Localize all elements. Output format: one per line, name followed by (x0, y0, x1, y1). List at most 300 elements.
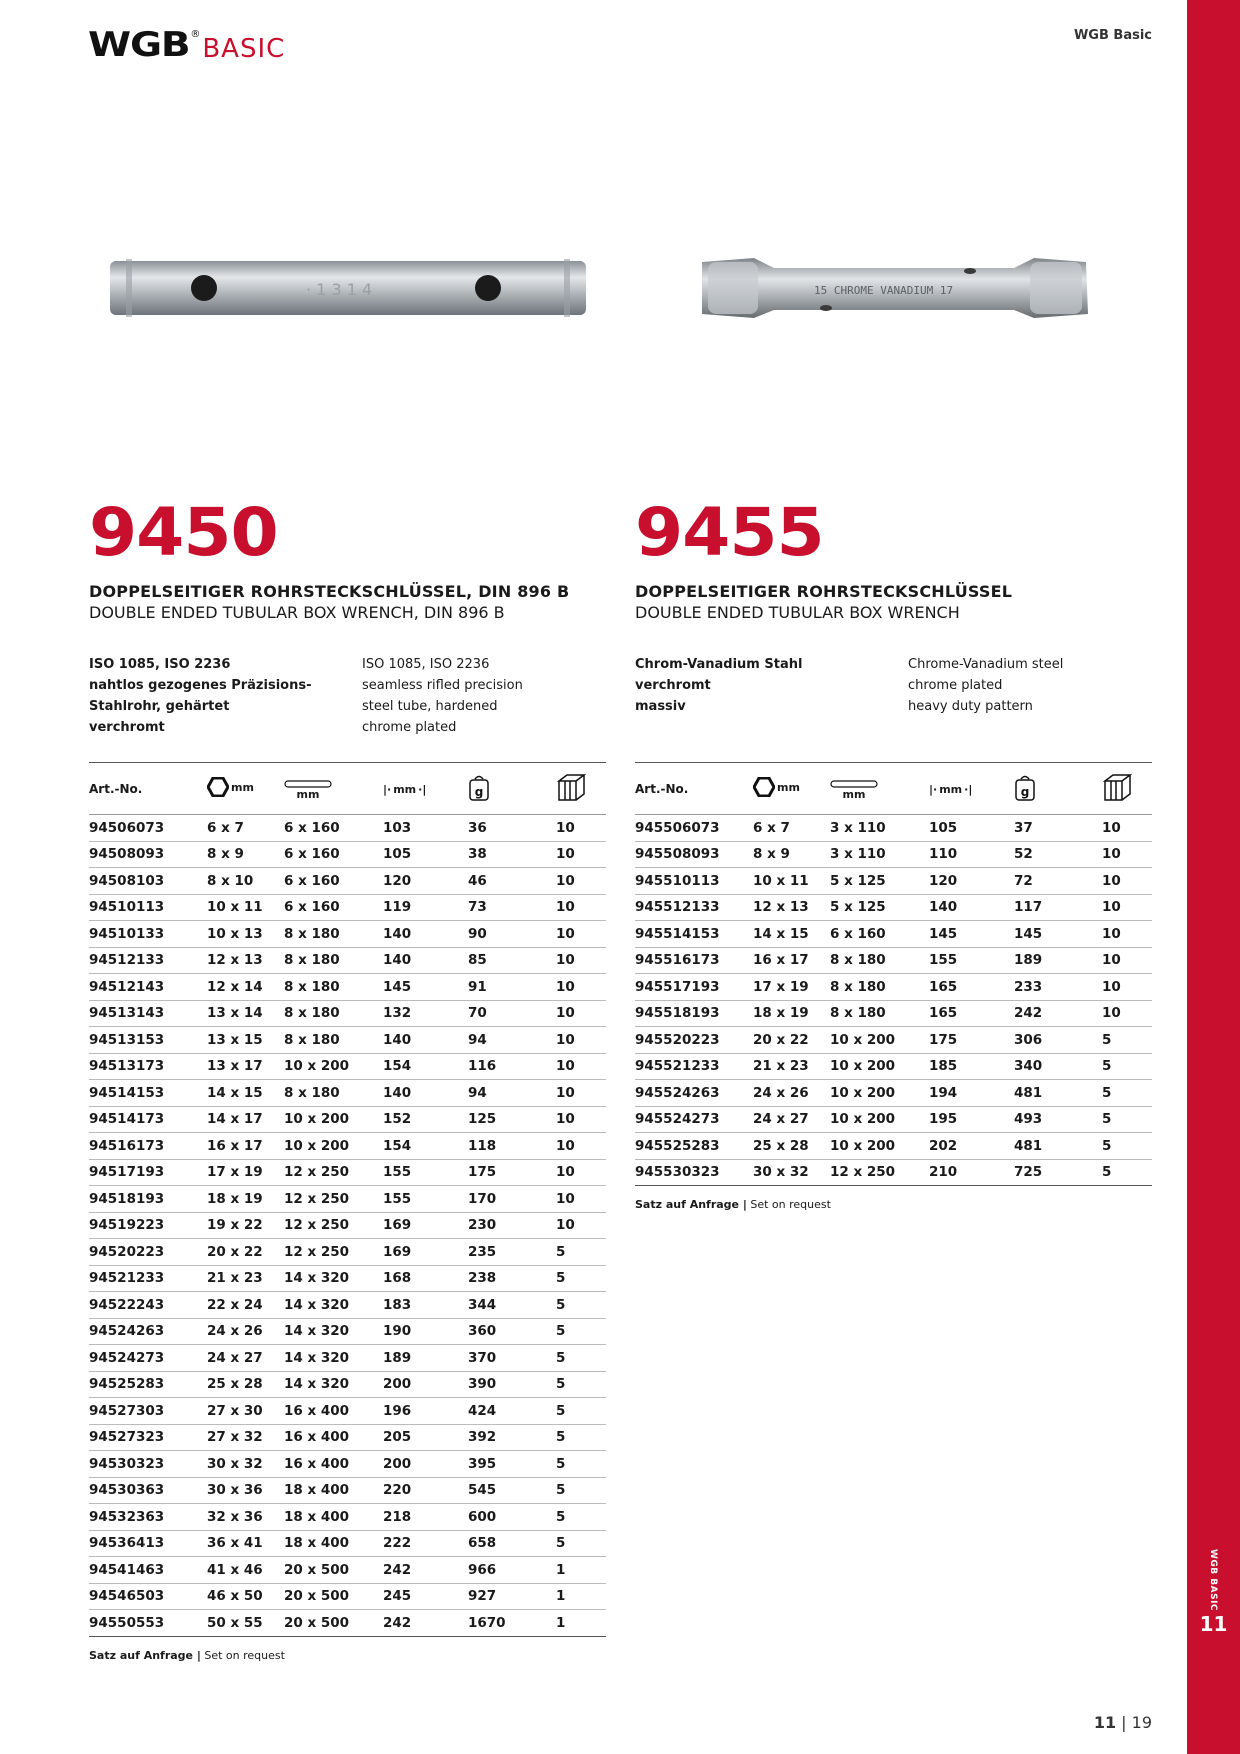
hex-size-cell: 6 x 7 (753, 819, 790, 836)
rod-size-cell: 5 x 125 (830, 872, 886, 889)
table-row (635, 1133, 1152, 1160)
length-cell: 105 (929, 819, 958, 836)
art-no-cell: 945506073 (635, 819, 720, 836)
rod-size-cell: 8 x 180 (830, 1005, 886, 1022)
table-row (89, 1159, 606, 1186)
hex-size-cell: 10 x 13 (207, 925, 263, 942)
weight-cell: 545 (468, 1482, 497, 1499)
rod-size-cell: 14 x 320 (284, 1323, 350, 1340)
art-no-cell: 94527303 (89, 1402, 165, 1419)
hex-size-cell: 12 x 14 (207, 978, 263, 995)
pack-qty-cell: 1 (556, 1588, 566, 1605)
length-cell: 155 (383, 1190, 412, 1207)
table-row (89, 1530, 606, 1557)
weight-cell: 230 (468, 1217, 497, 1234)
weight-cell: 70 (468, 1005, 487, 1022)
table-row (635, 841, 1152, 868)
pack-qty-cell: 5 (556, 1376, 566, 1393)
rod-size-cell: 10 x 200 (830, 1058, 896, 1075)
rod-size-cell: 8 x 180 (284, 1005, 340, 1022)
header-brand-label: WGB Basic (1073, 28, 1152, 43)
art-no-cell: 94521233 (89, 1270, 165, 1287)
hex-size-header (753, 777, 800, 797)
weight-cell: 658 (468, 1535, 497, 1552)
table-row (89, 1053, 606, 1080)
product-title-en: DOUBLE ENDED TUBULAR BOX WRENCH (635, 603, 960, 622)
art-no-cell: 945525283 (635, 1137, 720, 1154)
product-number: 9455 (635, 494, 824, 571)
rod-unit: mm (296, 787, 320, 801)
table-row (89, 921, 606, 948)
length-cell: 175 (929, 1031, 958, 1048)
length-cell: 168 (383, 1270, 412, 1287)
table-row (89, 1557, 606, 1584)
hex-size-cell: 18 x 19 (753, 1005, 809, 1022)
logo-wgb: WGB (88, 25, 190, 65)
rod-size-cell: 16 x 400 (284, 1455, 350, 1472)
art-no-cell: 945514153 (635, 925, 720, 942)
art-no-cell: 94530323 (89, 1455, 165, 1472)
pack-qty-cell: 10 (1102, 819, 1121, 836)
art-no-cell: 94508103 (89, 872, 165, 889)
table-row (89, 1451, 606, 1478)
length-cell: 195 (929, 1111, 958, 1128)
length-cell: 194 (929, 1084, 958, 1101)
product-title-de: DOPPELSEITIGER ROHRSTECKSCHLÜSSEL, DIN 896 B (89, 582, 570, 601)
length-cell: 155 (929, 952, 958, 969)
hex-size-cell: 14 x 15 (753, 925, 809, 942)
rod-size-cell: 6 x 160 (830, 925, 886, 942)
length-cell: 245 (383, 1588, 412, 1605)
length-cell: 165 (929, 1005, 958, 1022)
pack-qty-cell: 10 (556, 872, 575, 889)
table-row (89, 1318, 606, 1345)
length-cell: 222 (383, 1535, 412, 1552)
table-row (635, 1053, 1152, 1080)
sidebar-vertical-label: WGB BASIC (1208, 1548, 1218, 1612)
wrench-9450-image (108, 255, 588, 321)
pack-qty-cell: 10 (556, 1137, 575, 1154)
rod-size-cell: 8 x 180 (830, 952, 886, 969)
pack-qty-cell: 10 (1102, 978, 1121, 995)
length-cell: 145 (929, 925, 958, 942)
table-row (635, 1159, 1152, 1186)
hex-size-cell: 30 x 36 (207, 1482, 263, 1499)
length-cell: 145 (383, 978, 412, 995)
art-no-cell: 945508093 (635, 846, 720, 863)
table-row (89, 1345, 606, 1372)
table-row (635, 974, 1152, 1001)
art-no-cell: 94536413 (89, 1535, 165, 1552)
svg-text:· 1 3 1 4: · 1 3 1 4 (306, 280, 373, 299)
length-cell: 105 (383, 846, 412, 863)
page-separator: | (1116, 1713, 1132, 1732)
table-row (89, 974, 606, 1001)
length-cell: 132 (383, 1005, 412, 1022)
hex-size-cell: 24 x 26 (753, 1084, 809, 1101)
product-description (89, 654, 606, 738)
rod-size-cell: 12 x 250 (284, 1243, 350, 1260)
length-cell: 152 (383, 1111, 412, 1128)
pack-qty-cell: 10 (556, 1217, 575, 1234)
length-cell: 196 (383, 1402, 412, 1419)
hex-size-cell: 18 x 19 (207, 1190, 263, 1207)
hexagon-icon (207, 777, 229, 797)
hex-size-cell: 8 x 9 (753, 846, 790, 863)
table-row (635, 1000, 1152, 1027)
table-row (89, 1371, 606, 1398)
table-row (635, 1027, 1152, 1054)
weight-cell: 94 (468, 1084, 487, 1101)
product-description (635, 654, 1152, 738)
pack-qty-cell: 1 (556, 1561, 566, 1578)
art-no-cell: 94522243 (89, 1296, 165, 1313)
hex-size-cell: 16 x 17 (207, 1137, 263, 1154)
product-number: 9450 (89, 494, 278, 571)
pack-qty-cell: 10 (556, 846, 575, 863)
rod-size-header (284, 780, 332, 801)
length-cell: 140 (383, 952, 412, 969)
weight-cell: 395 (468, 1455, 497, 1472)
length-cell: 200 (383, 1455, 412, 1472)
length-cell: 119 (383, 899, 412, 916)
pack-qty-cell: 10 (556, 978, 575, 995)
art-no-cell: 945524263 (635, 1084, 720, 1101)
svg-text:g: g (474, 785, 484, 799)
rod-size-cell: 10 x 200 (284, 1137, 350, 1154)
art-no-cell: 945530323 (635, 1164, 720, 1181)
table-row (89, 947, 606, 974)
length-cell: 200 (383, 1376, 412, 1393)
weight-cell: 52 (1014, 846, 1033, 863)
pack-qty-cell: 10 (1102, 899, 1121, 916)
rod-size-cell: 18 x 400 (284, 1482, 350, 1499)
art-no-cell: 94530363 (89, 1482, 165, 1499)
art-no-cell: 945521233 (635, 1058, 720, 1075)
length-cell: 140 (383, 1031, 412, 1048)
rod-size-cell: 16 x 400 (284, 1429, 350, 1446)
hex-size-cell: 27 x 32 (207, 1429, 263, 1446)
pack-qty-cell: 10 (556, 1084, 575, 1101)
length-cell: 165 (929, 978, 958, 995)
table-row (89, 1504, 606, 1531)
weight-cell: 73 (468, 899, 487, 916)
art-no-cell: 94512143 (89, 978, 165, 995)
weight-icon (468, 773, 490, 801)
pack-qty-cell: 5 (556, 1455, 566, 1472)
pack-qty-cell: 5 (556, 1323, 566, 1340)
weight-cell: 340 (1014, 1058, 1043, 1075)
art-no-cell: 945524273 (635, 1111, 720, 1128)
hex-size-cell: 13 x 17 (207, 1058, 263, 1075)
hex-size-cell: 17 x 19 (207, 1164, 263, 1181)
table-row (89, 1080, 606, 1107)
note-en: Set on request (200, 1648, 285, 1662)
pack-qty-cell: 5 (556, 1429, 566, 1446)
rod-size-header (830, 780, 878, 801)
weight-cell: 72 (1014, 872, 1033, 889)
table-row (89, 1477, 606, 1504)
svg-text:g: g (1020, 785, 1030, 799)
art-no-cell: 94508093 (89, 846, 165, 863)
set-note (635, 1198, 1152, 1211)
art-no-cell: 94541463 (89, 1561, 165, 1578)
pack-qty-cell: 10 (1102, 952, 1121, 969)
weight-cell: 1670 (468, 1614, 506, 1631)
wrench-9455-image (694, 254, 1094, 322)
length-cell: 120 (929, 872, 958, 889)
table-row (89, 1398, 606, 1425)
art-no-cell: 94550553 (89, 1614, 165, 1631)
description-de: ISO 1085, ISO 2236 nahtlos gezogenes Präzisions- Stahlrohr, gehärtet verchromt (89, 657, 312, 735)
hex-size-header (207, 777, 254, 797)
length-unit: mm (939, 782, 963, 796)
table-row (89, 1000, 606, 1027)
length-cell: 202 (929, 1137, 958, 1154)
hex-size-cell: 50 x 55 (207, 1614, 263, 1631)
rod-size-cell: 14 x 320 (284, 1349, 350, 1366)
hexagon-icon (753, 777, 775, 797)
art-no-cell: 94513143 (89, 1005, 165, 1022)
art-no-cell: 94520223 (89, 1243, 165, 1260)
weight-cell: 360 (468, 1323, 497, 1340)
hex-size-cell: 24 x 27 (753, 1111, 809, 1128)
table-row (89, 1133, 606, 1160)
weight-cell: 242 (1014, 1005, 1043, 1022)
hex-size-cell: 8 x 9 (207, 846, 244, 863)
length-cell: 183 (383, 1296, 412, 1313)
art-no-cell: 945510113 (635, 872, 720, 889)
product-9450-section (89, 494, 606, 1662)
weight-cell: 927 (468, 1588, 497, 1605)
pack-qty-cell: 10 (1102, 925, 1121, 942)
hex-size-cell: 41 x 46 (207, 1561, 263, 1578)
hex-size-cell: 25 x 28 (207, 1376, 263, 1393)
art-no-cell: 94518193 (89, 1190, 165, 1207)
header-art-no: Art.-No. (89, 781, 143, 796)
length-cell: 218 (383, 1508, 412, 1525)
art-no-cell: 945518193 (635, 1005, 720, 1022)
rod-size-cell: 8 x 180 (284, 1031, 340, 1048)
pack-qty-cell: 10 (1102, 846, 1121, 863)
pack-qty-cell: 10 (556, 1111, 575, 1128)
length-cell: 220 (383, 1482, 412, 1499)
hex-size-cell: 13 x 14 (207, 1005, 263, 1022)
current-page: 11 (1093, 1713, 1117, 1732)
pack-qty-cell: 5 (1102, 1084, 1112, 1101)
pack-qty-cell: 5 (1102, 1031, 1112, 1048)
rod-size-cell: 6 x 160 (284, 872, 340, 889)
hex-size-cell: 13 x 15 (207, 1031, 263, 1048)
rod-size-cell: 10 x 200 (830, 1137, 896, 1154)
pack-qty-cell: 10 (556, 1031, 575, 1048)
weight-cell: 306 (1014, 1031, 1043, 1048)
weight-cell: 145 (1014, 925, 1043, 942)
rod-size-cell: 8 x 180 (284, 1084, 340, 1101)
weight-cell: 125 (468, 1111, 497, 1128)
table-row (635, 1106, 1152, 1133)
pack-qty-cell: 10 (556, 899, 575, 916)
length-cell: 242 (383, 1614, 412, 1631)
rod-size-cell: 14 x 320 (284, 1376, 350, 1393)
table-row (89, 1292, 606, 1319)
rod-size-cell: 10 x 200 (830, 1084, 896, 1101)
product-title-en: DOUBLE ENDED TUBULAR BOX WRENCH, DIN 896 B (89, 603, 505, 622)
hex-size-cell: 30 x 32 (207, 1455, 263, 1472)
art-no-cell: 94513173 (89, 1058, 165, 1075)
table-row (89, 1265, 606, 1292)
pack-qty-cell: 5 (556, 1243, 566, 1260)
length-cell: 154 (383, 1137, 412, 1154)
weight-cell: 344 (468, 1296, 497, 1313)
rod-size-cell: 12 x 250 (284, 1190, 350, 1207)
rod-size-cell: 12 x 250 (284, 1217, 350, 1234)
rod-size-cell: 8 x 180 (830, 978, 886, 995)
rod-size-cell: 10 x 200 (284, 1058, 350, 1075)
weight-cell: 424 (468, 1402, 497, 1419)
pack-qty-cell: 10 (556, 952, 575, 969)
hex-size-cell: 6 x 7 (207, 819, 244, 836)
spec-table (89, 762, 606, 1637)
weight-cell: 481 (1014, 1137, 1043, 1154)
sidebar-page-number: 11 (1199, 1612, 1228, 1636)
pack-qty-cell: 1 (556, 1614, 566, 1631)
table-row (89, 894, 606, 921)
weight-cell: 37 (1014, 819, 1033, 836)
pack-qty-cell: 10 (556, 819, 575, 836)
set-note (89, 1649, 606, 1662)
note-de: Satz auf Anfrage | (89, 1648, 201, 1662)
table-row (89, 1424, 606, 1451)
length-header: |· mm ·| (383, 782, 427, 796)
table-row (635, 815, 1152, 842)
art-no-cell: 945517193 (635, 978, 720, 995)
art-no-cell: 94517193 (89, 1164, 165, 1181)
rod-size-cell: 6 x 160 (284, 819, 340, 836)
table-row (89, 1583, 606, 1610)
hex-size-cell: 16 x 17 (753, 952, 809, 969)
art-no-cell: 94525283 (89, 1376, 165, 1393)
rod-size-cell: 20 x 500 (284, 1614, 350, 1631)
pack-qty-cell: 10 (1102, 1005, 1121, 1022)
length-cell: 110 (929, 846, 958, 863)
note-de: Satz auf Anfrage | (635, 1198, 747, 1211)
length-cell: 140 (383, 1084, 412, 1101)
hex-size-cell: 24 x 27 (207, 1349, 263, 1366)
hex-size-cell: 21 x 23 (207, 1270, 263, 1287)
product-title-de: DOPPELSEITIGER ROHRSTECKSCHLÜSSEL (635, 582, 1013, 601)
pack-qty-cell: 5 (556, 1508, 566, 1525)
total-pages: 19 (1131, 1713, 1152, 1732)
hex-size-cell: 19 x 22 (207, 1217, 263, 1234)
pack-qty-cell: 5 (556, 1296, 566, 1313)
rod-size-cell: 12 x 250 (830, 1164, 896, 1181)
length-cell: 169 (383, 1217, 412, 1234)
table-row (635, 921, 1152, 948)
weight-cell: 392 (468, 1429, 497, 1446)
weight-cell: 85 (468, 952, 487, 969)
table-row (635, 947, 1152, 974)
weight-icon (1014, 773, 1036, 801)
table-header-row (89, 763, 606, 815)
weight-cell: 370 (468, 1349, 497, 1366)
rod-icon (830, 780, 878, 788)
length-cell: 185 (929, 1058, 958, 1075)
pack-qty-cell: 10 (556, 1190, 575, 1207)
length-bracket-icon: |· (383, 782, 392, 796)
page-indicator (1094, 1713, 1152, 1732)
table-row (89, 1106, 606, 1133)
length-cell: 169 (383, 1243, 412, 1260)
weight-cell: 90 (468, 925, 487, 942)
weight-cell: 116 (468, 1058, 497, 1075)
hex-size-cell: 30 x 32 (753, 1164, 809, 1181)
length-cell: 140 (383, 925, 412, 942)
table-header-row (635, 763, 1152, 815)
pack-qty-cell: 10 (556, 1005, 575, 1022)
weight-cell: 235 (468, 1243, 497, 1260)
table-row (89, 1186, 606, 1213)
weight-cell: 966 (468, 1561, 497, 1578)
art-no-cell: 94546503 (89, 1588, 165, 1605)
rod-size-cell: 10 x 200 (830, 1031, 896, 1048)
hex-size-cell: 36 x 41 (207, 1535, 263, 1552)
table-row (635, 868, 1152, 895)
red-sidebar (1187, 0, 1240, 1754)
rod-size-cell: 5 x 125 (830, 899, 886, 916)
rod-size-cell: 14 x 320 (284, 1296, 350, 1313)
package-icon (1102, 773, 1132, 801)
hex-size-cell: 20 x 22 (753, 1031, 809, 1048)
weight-cell: 46 (468, 872, 487, 889)
hex-size-cell: 20 x 22 (207, 1243, 263, 1260)
art-no-cell: 94510113 (89, 899, 165, 916)
rod-size-cell: 8 x 180 (284, 925, 340, 942)
weight-cell: 481 (1014, 1084, 1043, 1101)
rod-size-cell: 6 x 160 (284, 846, 340, 863)
hex-size-cell: 32 x 36 (207, 1508, 263, 1525)
length-cell: 140 (929, 899, 958, 916)
table-row (89, 841, 606, 868)
pack-qty-cell: 5 (1102, 1058, 1112, 1075)
art-no-cell: 945520223 (635, 1031, 720, 1048)
table-row (635, 894, 1152, 921)
weight-cell: 390 (468, 1376, 497, 1393)
hex-size-cell: 21 x 23 (753, 1058, 809, 1075)
engraving-text: 15 CHROME VANADIUM 17 (814, 284, 954, 297)
hex-size-cell: 14 x 17 (207, 1111, 263, 1128)
table-row (89, 868, 606, 895)
length-unit: mm (393, 782, 417, 796)
weight-cell: 175 (468, 1164, 497, 1181)
rod-size-cell: 12 x 250 (284, 1164, 350, 1181)
logo-registered: ® (190, 29, 201, 40)
hex-size-cell: 12 x 13 (753, 899, 809, 916)
hex-size-cell: 17 x 19 (753, 978, 809, 995)
pack-qty-cell: 10 (556, 925, 575, 942)
weight-cell: 36 (468, 819, 487, 836)
note-en: Set on request (746, 1198, 831, 1211)
length-bracket-icon: |· (929, 782, 938, 796)
pack-qty-cell: 5 (1102, 1164, 1112, 1181)
hex-size-cell: 24 x 26 (207, 1323, 263, 1340)
length-cell: 155 (383, 1164, 412, 1181)
hex-size-cell: 12 x 13 (207, 952, 263, 969)
table-row (635, 1080, 1152, 1107)
length-cell: 189 (383, 1349, 412, 1366)
weight-cell: 600 (468, 1508, 497, 1525)
weight-cell: 725 (1014, 1164, 1043, 1181)
